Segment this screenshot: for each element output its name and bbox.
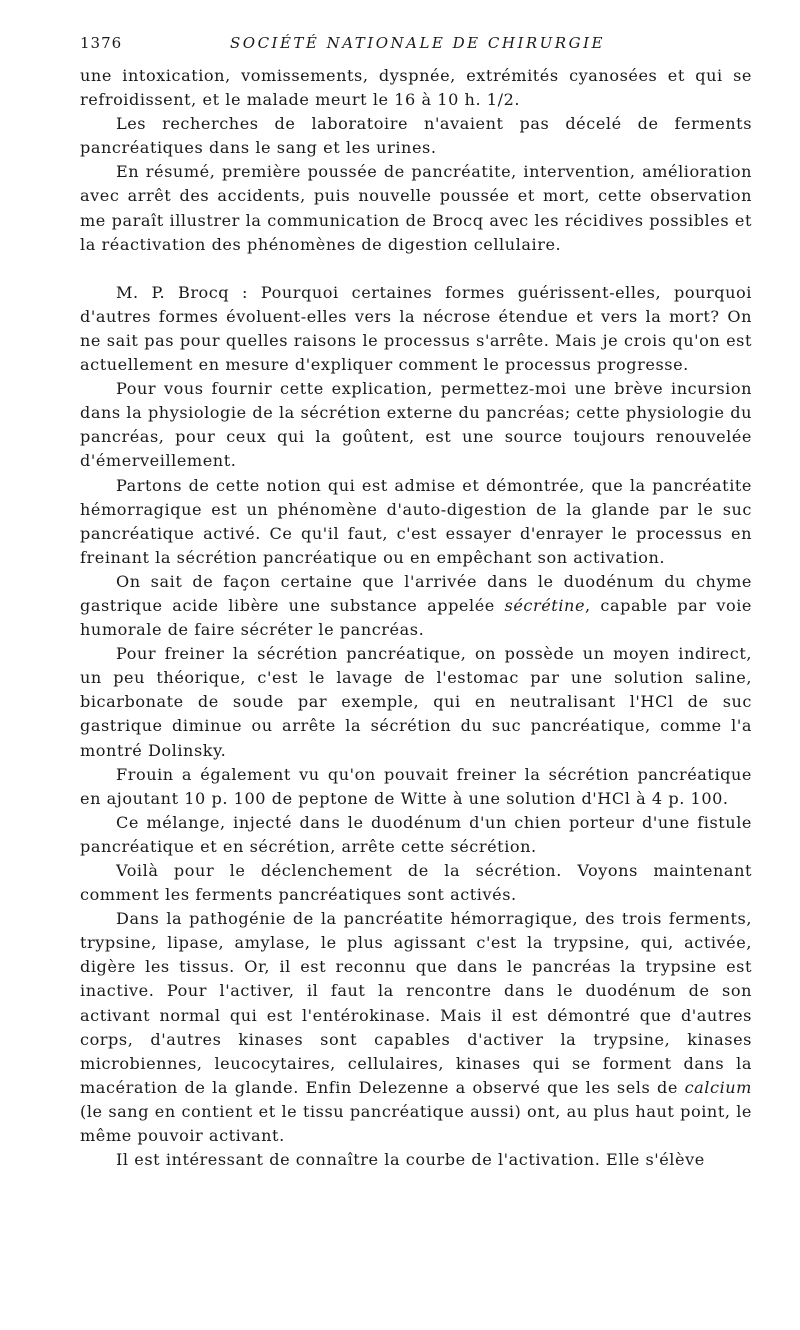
- paragraph: [80, 907, 752, 1148]
- running-title: SOCIÉTÉ NATIONALE DE CHIRURGIE: [230, 34, 605, 52]
- paragraph-text: , capable par voie humorale de faire sécréter le pancréas.: [80, 595, 752, 640]
- paragraph: [80, 570, 752, 642]
- paragraph: une intoxication, vomissements, dyspnée, extrémités cyanosées et qui se refroidissent, et le malade meurt le 16 à 10 h. 1/2.: [80, 66, 752, 110]
- paragraph: Pour vous fournir cette explication, permettez-moi une brève incursion dans la physiologie de la sécrétion externe du pancréas; cette physiologie du pancréas, pour ceux qui la goûtent, est une source toujours renouvelée d'émerveillement.: [80, 379, 752, 471]
- paragraph: Il est intéressant de connaître la courbe de l'activation. Elle s'élève: [116, 1150, 705, 1170]
- speaker-name: M. P. Brocq: [116, 282, 230, 302]
- body-text: [80, 64, 752, 1172]
- paragraph: En résumé, première poussée de pancréatite, intervention, amélioration avec arrêt des accidents, puis nouvelle poussée et mort, cette observation me paraît illustrer la communication de Brocq avec les récidives possibles et la réactivation des phénomènes de digestion cellulaire.: [80, 162, 752, 254]
- paragraph: Voilà pour le déclenchement de la sécrétion. Voyons maintenant comment les ferments pancréatiques sont activés.: [80, 861, 752, 905]
- document-page: [80, 34, 752, 1172]
- paragraph-text: (le sang en contient et le tissu pancréatique aussi) ont, au plus haut point, le même pouvoir activant.: [80, 1101, 752, 1146]
- paragraph-text: : Pourquoi certaines formes guérissent-elles, pourquoi d'autres formes évoluent-elles vers la nécrose étendue et vers la mort? On ne sait pas pour quelles raisons le processus s'arrête. Mais je crois qu'on est actuellement en mesure d'expliquer comment le processus progresse.: [80, 282, 752, 375]
- section-gap: [80, 257, 752, 281]
- paragraph-text: On sait de façon certaine que l'arrivée dans le duodénum du chyme gastrique acide libère une substance appelée: [80, 571, 752, 615]
- paragraph: Partons de cette notion qui est admise et démontrée, que la pancréatite hémorragique est un phénomène d'auto-digestion de la glande par le suc pancréatique activé. Ce qu'il faut, c'est essayer d'enrayer le processus en freinant la sécrétion pancréatique ou en empêchant son activation.: [80, 475, 752, 567]
- page-number: 1376: [80, 34, 123, 52]
- paragraph: Les recherches de laboratoire n'avaient pas décelé de ferments pancréatiques dans le sang et les urines.: [80, 114, 752, 158]
- italic-term: sécrétine: [504, 595, 586, 615]
- paragraph-text: Dans la pathogénie de la pancréatite hémorragique, des trois ferments, trypsine, lipase, amylase, le plus agissant c'est la trypsine, qui, activée, digère les tissus. Or, il est reconnu que dans le pancréas la trypsine est inactive. Pour l'activer, il faut la rencontre dans le duodénum de son activant normal qui est l'entérokinase. Mais il est démontré que d'autres corps, d'autres kinases sont capables d'activer la trypsine, kinases microbiennes, leucocytaires, cellulaires, kinases qui se forment dans la macération de la glande. Enfin Delezenne a observé que les sels de: [80, 909, 752, 1097]
- paragraph: [80, 281, 752, 377]
- paragraph: Pour freiner la sécrétion pancréatique, on possède un moyen indirect, un peu théorique, c'est le lavage de l'estomac par une solution saline, bicarbonate de soude par exemple, qui en neutralisant l'HCl de suc gastrique diminue ou arrête la sécrétion du suc pancréatique, comme l'a montré Dolinsky.: [80, 644, 752, 760]
- italic-term: calcium: [684, 1077, 752, 1097]
- paragraph: Ce mélange, injecté dans le duodénum d'un chien porteur d'une fistule pancréatique et en sécrétion, arrête cette sécrétion.: [80, 812, 752, 856]
- paragraph: Frouin a également vu qu'on pouvait freiner la sécrétion pancréatique en ajoutant 10 p. 100 de peptone de Witte à une solution d'HCl à 4 p. 100.: [80, 764, 752, 808]
- page-header: [80, 34, 752, 64]
